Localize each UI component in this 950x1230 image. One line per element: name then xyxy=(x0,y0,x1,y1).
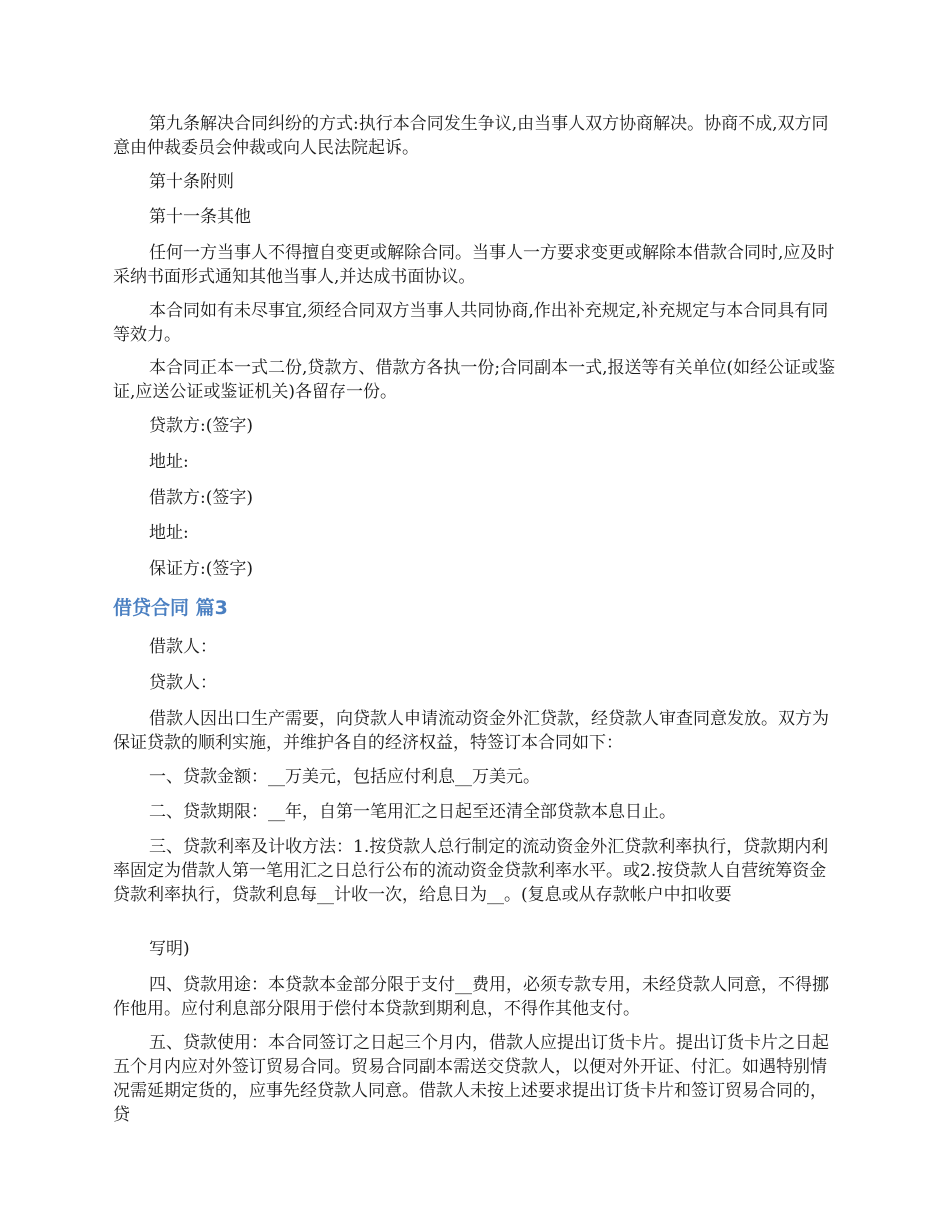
clause-loan-usage: 五、贷款使用：本合同签订之日起三个月内，借款人应提出订货卡片。提出订货卡片之日起五个月内应对外签订贸易合同。贸易合同副本需送交贷款人，以便对外开证、付汇。如遇特别情况需延期定货的，应事先经贷款人同意。借款人未按上述要求提出订货卡片和签订贸易合同的，贷 xyxy=(113,1033,829,1125)
guarantor-signature-line: 保证方:(签字) xyxy=(149,559,253,579)
clause-loan-amount: 一、贷款金额：__万美元，包括应付利息__万美元。 xyxy=(149,767,540,787)
article-9-paragraph: 第九条解决合同纠纷的方式:执行本合同发生争议,由当事人双方协商解决。协商不成,双方同意由仲裁委员会仲裁或向人民法院起诉。 xyxy=(113,114,829,158)
article-11-heading: 第十一条其他 xyxy=(149,207,251,227)
clause-interest-rate: 三、贷款利率及计收方法：1.按贷款人总行制定的流动资金外汇贷款利率执行，贷款期内利率固定为借款人第一笔用汇之日总行公布的流动资金贷款利率水平。或2.按贷款人自营统筹资金贷款利率执行，贷款利息每__计收一次，给息日为__。(复息或从存款帐户中扣收要 xyxy=(113,837,829,905)
lender-address-line: 地址: xyxy=(149,452,189,472)
lender-label: 贷款人： xyxy=(149,673,217,693)
clause-loan-term: 二、贷款期限：__年，自第一笔用汇之日起至还清全部贷款本息日止。 xyxy=(149,802,676,822)
borrower-signature-line: 借款方:(签字) xyxy=(149,488,253,508)
preamble-paragraph: 借款人因出口生产需要，向贷款人申请流动资金外汇贷款，经贷款人审查同意发放。双方为保证贷款的顺利实施，并维护各自的经济权益，特签订本合同如下： xyxy=(113,709,829,753)
lender-signature-line: 贷款方:(签字) xyxy=(149,416,253,436)
borrower-label: 借款人： xyxy=(149,637,217,657)
clause-interest-rate-continued: 写明) xyxy=(149,939,190,959)
clause-loan-purpose: 四、贷款用途：本贷款本金部分限于支付__费用，必须专款专用，未经贷款人同意，不得挪作他用。应付利息部分限用于偿付本贷款到期利息，不得作其他支付。 xyxy=(113,975,829,1019)
copies-paragraph: 本合同正本一式二份,贷款方、借款方各执一份;合同副本一式,报送等有关单位(如经公证或鉴证,应送公证或鉴证机关)各留存一份。 xyxy=(113,358,836,402)
section-heading: 借贷合同 篇3 xyxy=(113,597,228,619)
borrower-address-line: 地址: xyxy=(149,523,189,543)
modification-paragraph: 任何一方当事人不得擅自变更或解除合同。当事人一方要求变更或解除本借款合同时,应及时采纳书面形式通知其他当事人,并达成书面协议。 xyxy=(113,243,835,287)
article-10-heading: 第十条附则 xyxy=(149,172,234,192)
supplement-paragraph: 本合同如有未尽事宜,须经合同双方当事人共同协商,作出补充规定,补充规定与本合同具有同等效力。 xyxy=(113,301,829,345)
